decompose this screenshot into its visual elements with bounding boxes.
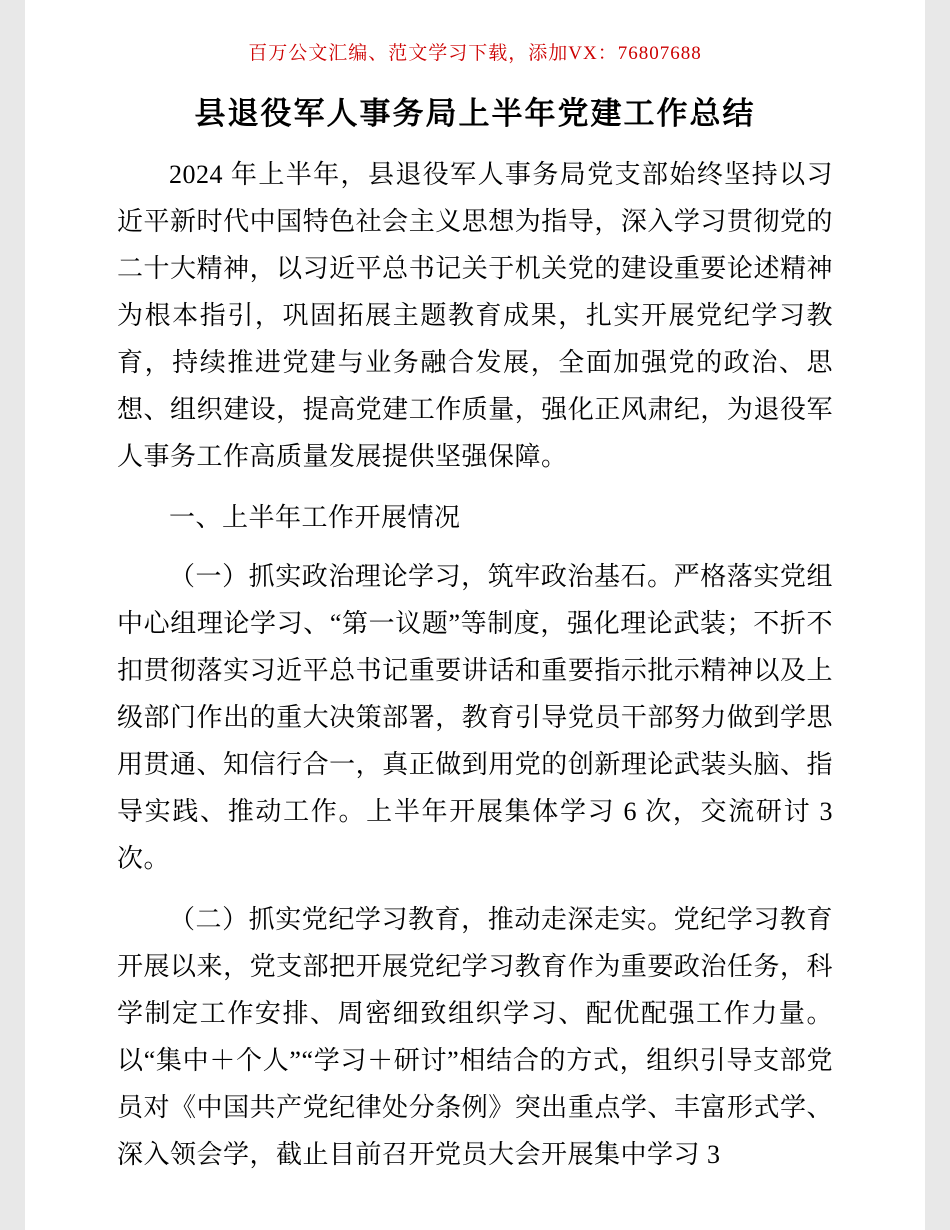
- watermark-text: 百万公文汇编、范文学习下载，添加VX：76807688: [248, 43, 702, 64]
- paragraph-intro: 2024 年上半年，县退役军人事务局党支部始终坚持以习近平新时代中国特色社会主义思想为指导，深入学习贯彻党的二十大精神，以习近平总书记关于机关党的建设重要论述精神为根本指引，巩固拓展主题教育成果，扎实开展党纪学习教育，持续推进党建与业务融合发展，全面加强党的政治、思想、组织建设，提高党建工作质量，强化正风肃纪，为退役军人事务工作高质量发展提供坚强保障。: [117, 159, 833, 471]
- section-heading: 一、上半年工作开展情况: [169, 502, 461, 532]
- document-page: [25, 0, 925, 1230]
- document-title: 县退役军人事务局上半年党建工作总结: [194, 95, 756, 131]
- paragraph-item-1: （一）抓实政治理论学习，筑牢政治基石。严格落实党组中心组理论学习、“第一议题”等制度，强化理论武装；不折不扣贯彻落实习近平总书记重要讲话和重要指示批示精神以及上级部门作出的重大决策部署，教育引导党员干部努力做到学思用贯通、知信行合一，真正做到用党的创新理论武装头脑、指导实践、推动工作。上半年开展集体学习 6 次，交流研讨 3 次。: [117, 561, 833, 873]
- paragraph-item-2: （二）抓实党纪学习教育，推动走深走实。党纪学习教育开展以来，党支部把开展党纪学习教育作为重要政治任务，科学制定工作安排、周密细致组织学习、配优配强工作力量。以“集中＋个人”“学习＋研讨”相结合的方式，组织引导支部党员对《中国共产党纪律处分条例》突出重点学、丰富形式学、深入领会学，截止目前召开党员大会开展集中学习 3: [117, 904, 833, 1169]
